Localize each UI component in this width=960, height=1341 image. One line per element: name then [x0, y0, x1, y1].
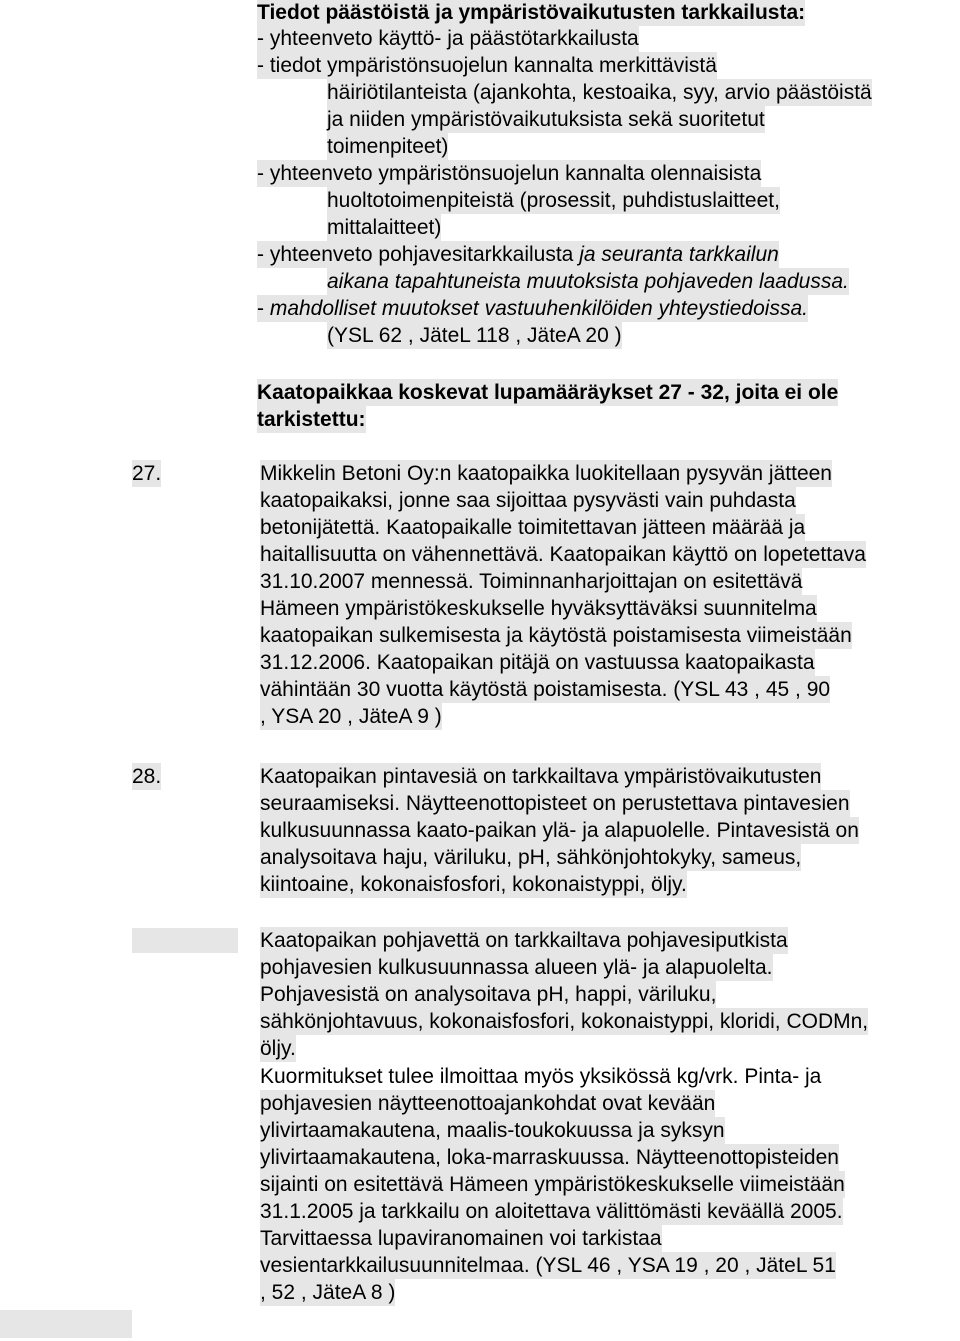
- monitoring-text-italic: mahdolliset muutokset vastuuhenkilöiden yhteystiedoissa.: [269, 297, 808, 320]
- item27-line: haitallisuutta on vähennettävä. Kaatopaikan käyttö on lopetettava: [260, 543, 866, 566]
- groundwater-line: sijainti on esitettävä Hämeen ympäristökeskukselle viimeistään: [260, 1173, 845, 1196]
- groundwater-line: pohjavesien kulkusuunnassa alueen ylä- ja alapuolelta.: [260, 956, 773, 979]
- monitoring-line: toimenpiteet): [327, 135, 449, 158]
- item28-line: kulkusuunnassa kaato-paikan ylä- ja alapuolelle. Pintavesistä on: [260, 819, 859, 842]
- groundwater-line: Kuormitukset tulee ilmoittaa myös yksikössä kg/vrk. Pinta- ja: [260, 1065, 822, 1088]
- groundwater-line: 31.1.2005 ja tarkkailu on aloitettava välittömästi keväällä 2005.: [260, 1200, 843, 1223]
- item27-line: vähintään 30 vuotta käytöstä poistamisesta. (YSL 43 , 45 , 90: [260, 678, 831, 701]
- monitoring-dash: -: [257, 297, 270, 320]
- item28-line: seuraamiseksi. Näytteenottopisteet on perustettava pintavesien: [260, 792, 850, 815]
- monitoring-line: mittalaitteet): [327, 216, 442, 239]
- item27-line: , YSA 20 , JäteA 9 ): [260, 705, 442, 728]
- groundwater-line: vesientarkkailusuunnitelmaa. (YSL 46 , YSA 19 , 20 , JäteL 51: [260, 1254, 836, 1277]
- item27-line: 31.12.2006. Kaatopaikan pitäjä on vastuussa kaatopaikasta: [260, 651, 815, 674]
- item-number: 27.: [132, 462, 162, 485]
- item27-line: betonijätettä. Kaatopaikalle toimitettavan jätteen määrää ja: [260, 516, 806, 539]
- groundwater-line: öljy.: [260, 1037, 296, 1060]
- item27-line: Mikkelin Betoni Oy:n kaatopaikka luokitellaan pysyvän jätteen: [260, 462, 832, 485]
- number-cell-shading: [132, 928, 238, 953]
- monitoring-line: - yhteenveto ympäristönsuojelun kannalta olennaisista: [257, 162, 762, 185]
- monitoring-line: [257, 241, 779, 268]
- item27-line: kaatopaikan sulkemisesta ja käytöstä poistamisesta viimeistään: [260, 624, 852, 647]
- groundwater-line: pohjavesien näytteenottoajankohdat ovat kevään: [260, 1092, 716, 1115]
- monitoring-line: [257, 295, 808, 322]
- section-heading: tarkistettu:: [257, 408, 366, 431]
- item28-line: analysoitava haju, väriluku, pH, sähkönjohtokyky, sameus,: [260, 846, 802, 869]
- groundwater-line: Pohjavesistä on analysoitava pH, happi, väriluku,: [260, 983, 717, 1006]
- groundwater-line: , 52 , JäteA 8 ): [260, 1281, 396, 1304]
- groundwater-line: Kaatopaikan pohjavettä on tarkkailtava pohjavesiputkista: [260, 929, 788, 952]
- item27-line: Hämeen ympäristökeskukselle hyväksyttäväksi suunnitelma: [260, 597, 817, 620]
- monitoring-text-italic: ja seuranta tarkkailun: [579, 243, 779, 266]
- groundwater-line: sähkönjohtavuus, kokonaisfosfori, kokonaistyppi, kloridi, CODMn,: [260, 1010, 869, 1033]
- monitoring-line: ja niiden ympäristövaikutuksista sekä suoritetut: [327, 108, 765, 131]
- footer-shading: [0, 1310, 132, 1338]
- groundwater-line: ylivirtaamakautena, loka-marraskuussa. Näytteenottopisteiden: [260, 1146, 839, 1169]
- monitoring-reference: (YSL 62 , JäteL 118 , JäteA 20 ): [327, 324, 622, 347]
- monitoring-heading: Tiedot päästöistä ja ympäristövaikutusten tarkkailusta:: [257, 1, 806, 24]
- groundwater-line: ylivirtaamakautena, maalis-toukokuussa ja syksyn: [260, 1119, 725, 1142]
- item-number: 28.: [132, 765, 162, 788]
- monitoring-line: huoltotoimenpiteistä (prosessit, puhdistuslaitteet,: [327, 189, 780, 212]
- monitoring-line: häiriötilanteista (ajankohta, kestoaika, syy, arvio päästöistä: [327, 81, 872, 104]
- section-heading: Kaatopaikkaa koskevat lupamääräykset 27 - 32, joita ei ole: [257, 381, 839, 404]
- monitoring-line: - tiedot ympäristönsuojelun kannalta merkittävistä: [257, 54, 717, 77]
- monitoring-line: aikana tapahtuneista muutoksista pohjaveden laadussa.: [327, 270, 849, 293]
- item27-line: 31.10.2007 mennessä. Toiminnanharjoittajan on esitettävä: [260, 570, 803, 593]
- item27-line: kaatopaikaksi, jonne saa sijoittaa pysyvästi vain puhdasta: [260, 489, 796, 512]
- monitoring-line: - yhteenveto käyttö- ja päästötarkkailusta: [257, 27, 639, 50]
- item28-line: kiintoaine, kokonaisfosfori, kokonaistyppi, öljy.: [260, 873, 687, 896]
- groundwater-line: Tarvittaessa lupaviranomainen voi tarkistaa: [260, 1227, 662, 1250]
- monitoring-text: - yhteenveto pohjavesitarkkailusta: [257, 243, 580, 266]
- item28-line: Kaatopaikan pintavesiä on tarkkailtava ympäristövaikutusten: [260, 765, 822, 788]
